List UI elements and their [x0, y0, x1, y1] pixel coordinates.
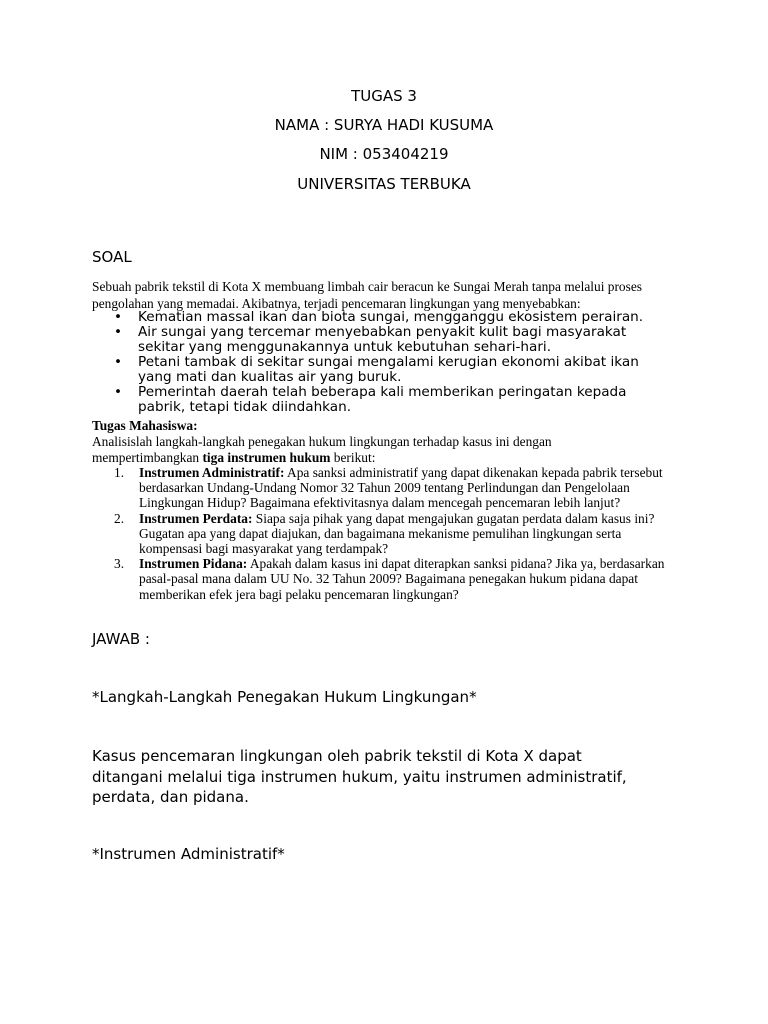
- bullet-text: pabrik, tetapi tidak diindahkan.: [138, 399, 352, 415]
- jawab-heading: JAWAB :: [92, 630, 150, 648]
- bullet-text: Pemerintah daerah telah beberapa kali memberikan peringatan kepada: [138, 384, 627, 400]
- bullet-item: [92, 385, 662, 415]
- item-line: pasal-pasal mana dalam UU No. 32 Tahun 2009? Bagaimana penegakan hukum pidana dapat: [139, 571, 638, 587]
- bullet-text: Air sungai yang tercemar menyebabkan penyakit kulit bagi masyarakat: [138, 324, 627, 340]
- item-line: Gugatan apa yang dapat diajukan, dan bagaimana mekanisme pemulihan lingkungan serta: [139, 525, 622, 541]
- bullet-text: sekitar yang menggunakannya untuk kebutuhan sehari-hari.: [138, 339, 552, 355]
- item-number: 1.: [114, 465, 125, 480]
- tugas-emphasis: tiga instrumen hukum: [202, 450, 331, 465]
- jawab-line: ditangani melalui tiga instrumen hukum, yaitu instrumen administratif,: [92, 767, 627, 786]
- item-line: [139, 465, 677, 480]
- item-text: Apa sanksi administratif yang dapat dikenakan kepada pabrik tersebut: [284, 465, 663, 480]
- item-line: kompensasi bagi masyarakat yang terdampak?: [139, 541, 389, 557]
- item-line: [139, 511, 677, 526]
- bullet-icon: •: [114, 309, 123, 325]
- jawab-line: perdata, dan pidana.: [92, 788, 249, 806]
- item-line: berdasarkan Undang-Undang Nomor 32 Tahun 2009 tentang Perlindungan dan Pengelolaan: [139, 480, 630, 496]
- jawab-subheading: *Langkah-Langkah Penegakan Hukum Lingkungan*: [92, 688, 477, 706]
- bullet-icon: •: [114, 324, 123, 340]
- tugas-text: mempertimbangkan: [92, 450, 203, 465]
- item-text: Siapa saja pihak yang dapat mengajukan gugatan perdata dalam kasus ini?: [252, 510, 655, 526]
- tugas-section: [92, 418, 672, 466]
- soal-intro-line: Sebuah pabrik tekstil di Kota X membuang limbah cair beracun ke Sungai Merah tanpa melalui proses: [92, 279, 642, 294]
- tugas-text: berikut:: [330, 450, 376, 465]
- instrument-item: [92, 465, 677, 511]
- student-name: NAMA : SURYA HADI KUSUMA: [274, 116, 494, 134]
- item-line: Lingkungan Hidup? Bagaimana efektivitasnya dalam mencegah pencemaran lebih lanjut?: [139, 495, 621, 511]
- bullet-icon: •: [114, 354, 123, 370]
- bullet-text: Kematian massal ikan dan biota sungai, mengganggu ekosistem perairan.: [138, 309, 644, 325]
- item-number: 2.: [114, 510, 125, 526]
- item-line: memberikan efek jera bagi pelaku pencemaran lingkungan?: [139, 586, 459, 602]
- soal-heading: SOAL: [92, 248, 132, 266]
- tugas-line: Analisislah langkah-langkah penegakan hukum lingkungan terhadap kasus ini dengan: [92, 434, 552, 449]
- section-admin-heading: *Instrumen Administratif*: [92, 845, 285, 863]
- tugas-heading: Tugas Mahasiswa:: [92, 418, 198, 433]
- bullet-text: Petani tambak di sekitar sungai mengalami kerugian ekonomi akibat ikan: [138, 354, 639, 370]
- soal-intro-line: pengolahan yang memadai. Akibatnya, terjadi pencemaran lingkungan yang menyebabkan:: [92, 296, 581, 311]
- instrument-numbered-list: [92, 465, 677, 602]
- university-name: UNIVERSITAS TERBUKA: [297, 175, 471, 193]
- tugas-line: [92, 450, 672, 466]
- item-bold-label: Instrumen Pidana:: [139, 556, 248, 572]
- bullet-text: yang mati dan kualitas air yang buruk.: [138, 369, 402, 385]
- instrument-item: [92, 556, 677, 602]
- bullet-item: [92, 355, 662, 385]
- jawab-line: Kasus pencemaran lingkungan oleh pabrik tekstil di Kota X dapat: [92, 747, 582, 765]
- bullet-item: [92, 310, 662, 325]
- item-bold-label: Instrumen Perdata:: [139, 510, 253, 526]
- jawab-paragraph: [92, 746, 692, 808]
- student-nim: NIM : 053404219: [319, 145, 449, 163]
- document-title: TUGAS 3: [351, 87, 417, 105]
- bullet-item: [92, 325, 662, 355]
- bullet-icon: •: [114, 384, 123, 400]
- item-line: [139, 556, 677, 571]
- impact-bullet-list: [92, 310, 662, 415]
- item-bold-label: Instrumen Administratif:: [139, 465, 285, 480]
- item-number: 3.: [114, 556, 125, 572]
- soal-intro-paragraph: [92, 278, 672, 312]
- item-text: Apakah dalam kasus ini dapat diterapkan sanksi pidana? Jika ya, berdasarkan: [247, 556, 665, 572]
- instrument-item: [92, 511, 677, 557]
